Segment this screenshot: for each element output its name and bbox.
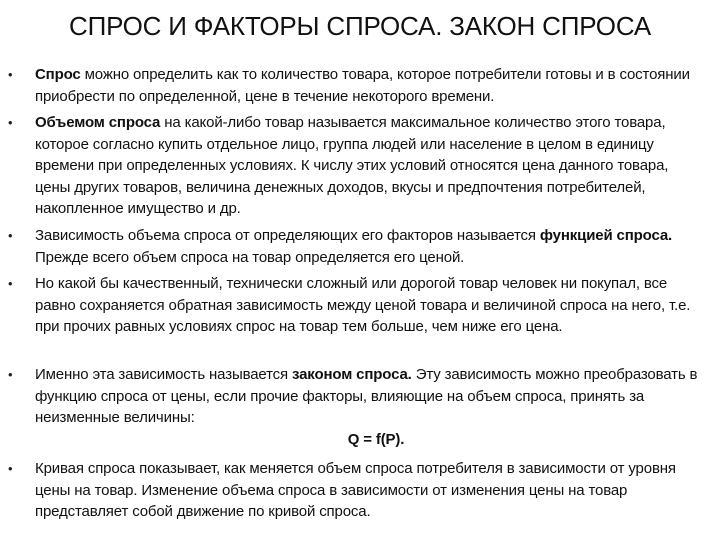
term-demand: Спрос (35, 66, 81, 83)
bullet-text-demand (35, 64, 707, 107)
slide-title: СПРОС И ФАКТОРЫ СПРОСА. ЗАКОН СПРОСА (69, 11, 651, 41)
bullet-text-law-of-demand (35, 364, 707, 450)
bullet-marker: • (8, 461, 13, 476)
term-demand-function: функцией спроса. (539, 227, 673, 244)
bullet-marker: • (8, 367, 13, 382)
bullet-text-demand-function-pre: Зависимость объема спроса от определяющих его факторов называется (35, 227, 540, 244)
bullet-marker: • (8, 67, 13, 82)
bullet-text-demand-function-rest: Прежде всего объем спроса на товар определяется его ценой. (35, 248, 465, 266)
bullet-marker: • (8, 115, 13, 130)
bullet-text-law-of-demand-pre: Именно эта зависимость называется (35, 366, 292, 383)
bullet-text-demand-function (35, 225, 707, 268)
term-law-of-demand: законом спроса. (292, 366, 412, 383)
bullet-marker: • (8, 228, 13, 243)
bullet-text-law-of-demand-rest: Эту зависимость можно преобразовать в функцию спроса от цены, если прочие факторы, влияющие на объем спроса, принять за неизменные величины: (35, 366, 698, 427)
bullet-text-demand-volume (35, 112, 707, 220)
bullet-text-demand-rest: можно определить как то количество товара, которое потребители готовы и в состоянии приобрести по определенной, цене в течение некоторого времени. (35, 66, 690, 105)
bullet-marker: • (8, 276, 13, 291)
demand-formula: Q = f(P). (347, 430, 405, 448)
term-demand-volume: Объемом спроса (35, 114, 161, 131)
bullet-text-demand-curve: Кривая спроса показывает, как меняется объем спроса потребителя в зависимости от уровня цены на товар. Изменение объема спроса в зависимости от изменения цены на товар представляет собой движение по кривой спроса. (35, 460, 676, 521)
bullet-text-inverse-relation: Но какой бы качественный, технически сложный или дорогой товар человек ни покупал, все равно сохраняется обратная зависимость между ценой товара и величиной спроса на него, т.е. при прочих равных условиях спрос на товар тем больше, чем ниже его цена. (35, 275, 691, 336)
bullet-text-demand-volume-rest: на какой-либо товар называется максимальное количество этого товара, которое согласно купить отдельное лицо, группа людей или население в целом в единицу времени при определенных условиях. К числу этих условий относятся цена данного товара, цены других товаров, величина денежных доходов, вкусы и предпочтения потребителей, накопленное имущество и др. (35, 114, 669, 218)
